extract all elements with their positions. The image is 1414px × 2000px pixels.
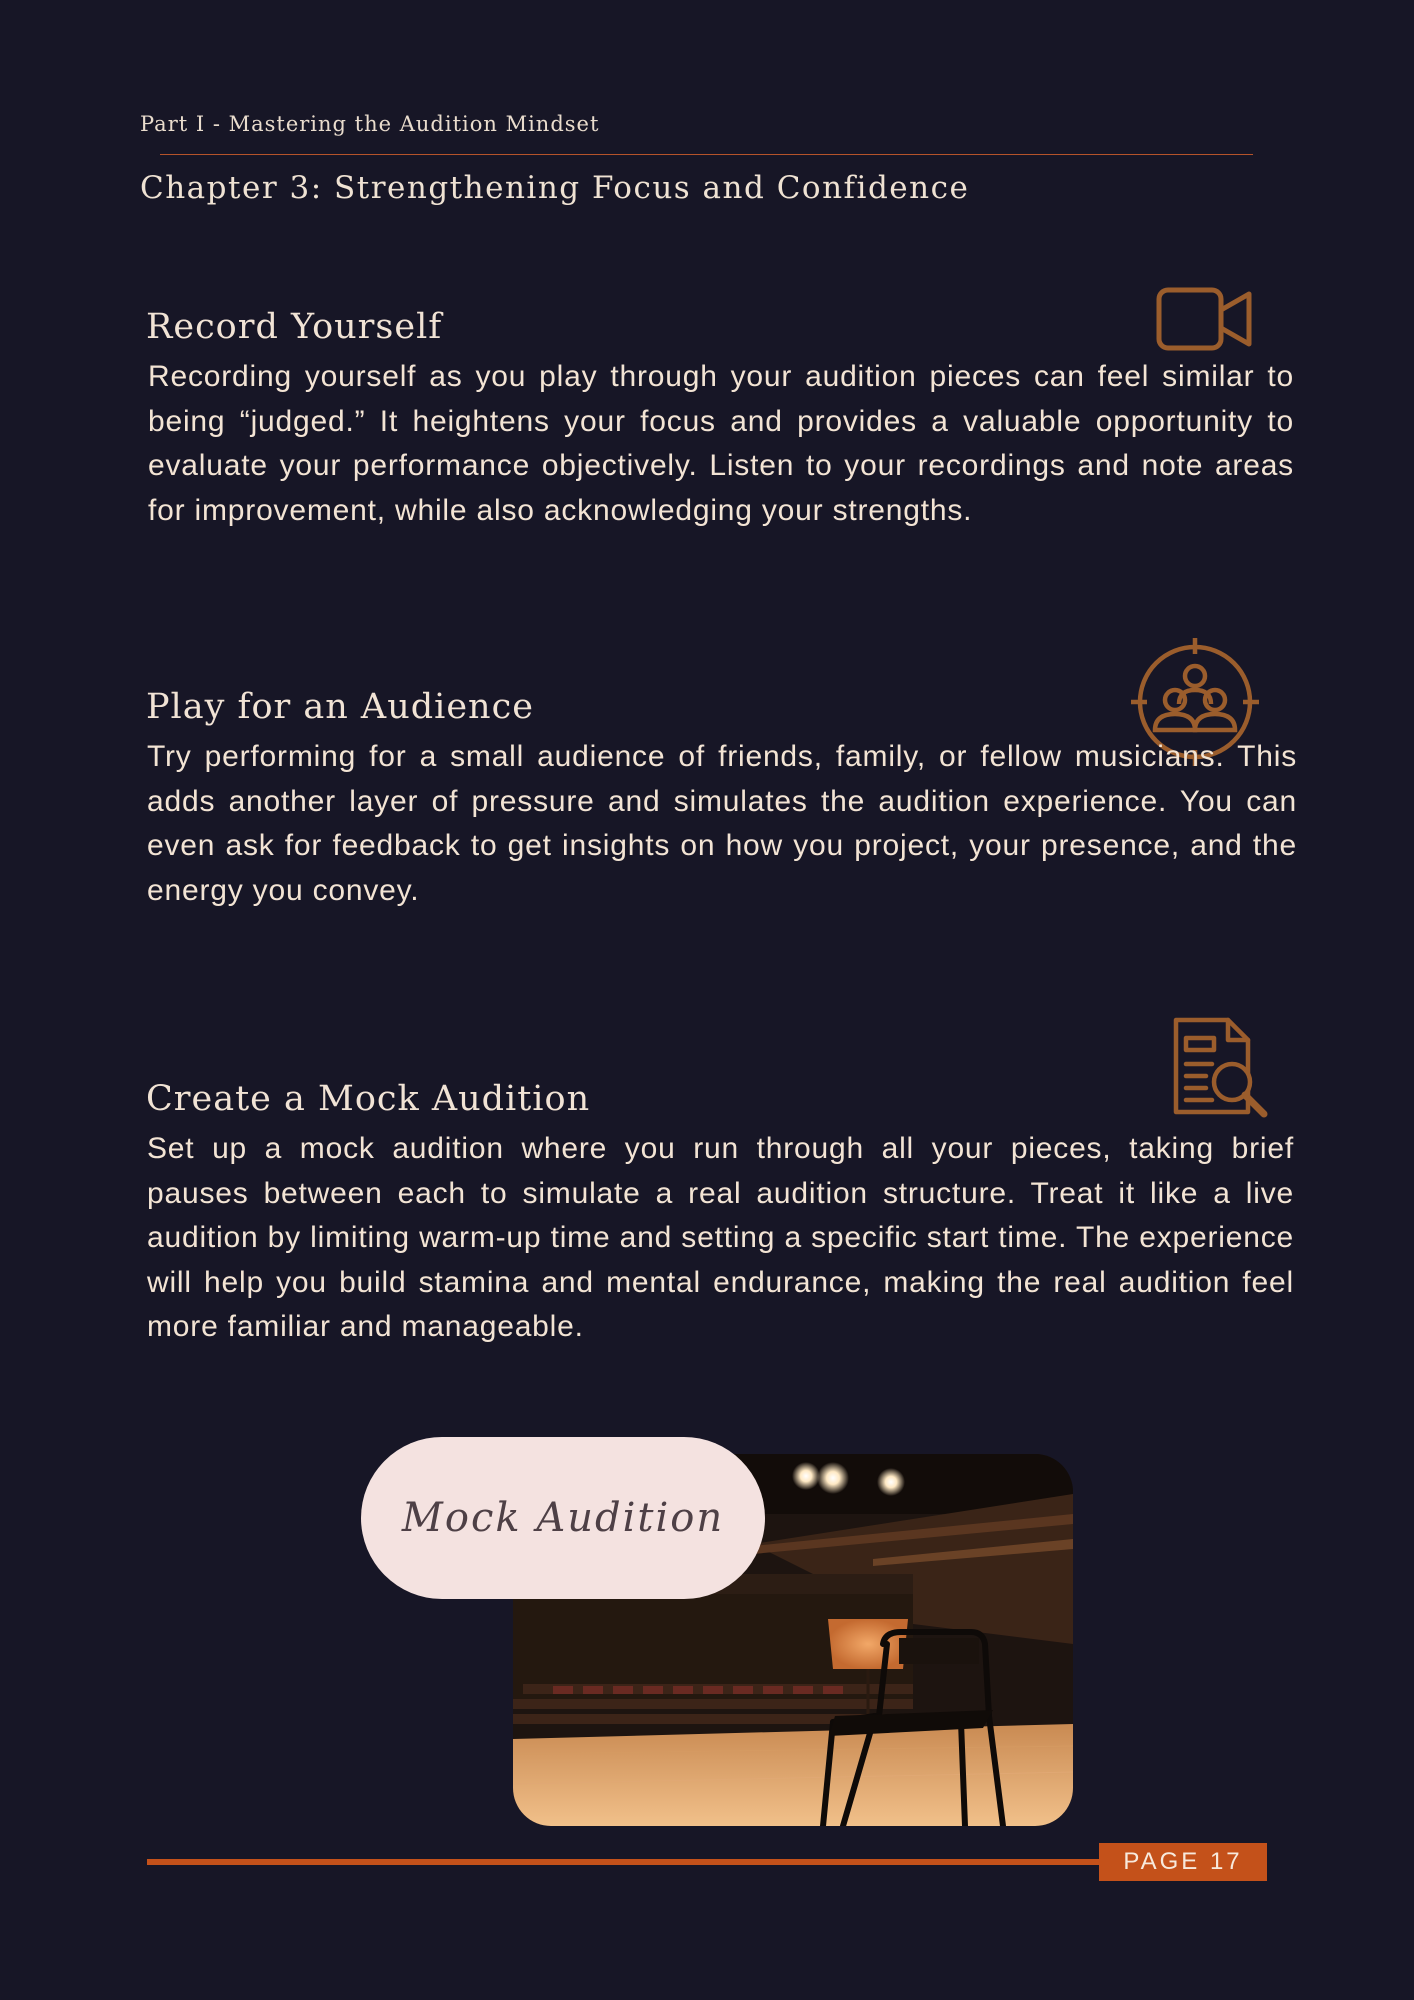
section-body-record-yourself: Recording yourself as you play through your audition pieces can feel similar to being “judged.” It heightens your focus and provides a valuable opportunity to evaluate your performance objectively. Listen to your recordings and note areas for improvement, while also acknowledging your strengths. [148,360,1294,527]
part-title: Part I - Mastering the Audition Mindset [140,112,600,136]
section-heading-record-yourself: Record Yourself [146,307,443,347]
page-number-label: PAGE 17 [1123,1848,1243,1875]
section-body-create-a-mock-audition: Set up a mock audition where you run through all your pieces, taking brief pauses between each to simulate a real audition structure. Treat it like a live audition by limiting warm-up time and setting a specific start time. The experience will help you build stamina and mental endurance, making the real audition feel more familiar and manageable. [147,1132,1294,1343]
chapter-title: Chapter 3: Strengthening Focus and Confidence [140,170,970,206]
mock-audition-label-pill [361,1437,765,1599]
video-camera-icon [1155,286,1255,352]
pill-label: Mock Audition [401,1495,725,1541]
document-search-icon [1172,1016,1272,1120]
footer-divider [147,1859,1102,1865]
section-heading-create-a-mock-audition: Create a Mock Audition [146,1079,591,1119]
page-number-badge [1099,1843,1267,1881]
section-body-play-for-an-audience: Try performing for a small audience of friends, family, or fellow musicians. This adds another layer of pressure and simulates the audition experience. You can even ask for feedback to get insights on how you project, your presence, and the energy you convey. [147,740,1297,907]
section-heading-play-for-an-audience: Play for an Audience [146,687,534,727]
header-divider [160,154,1253,155]
